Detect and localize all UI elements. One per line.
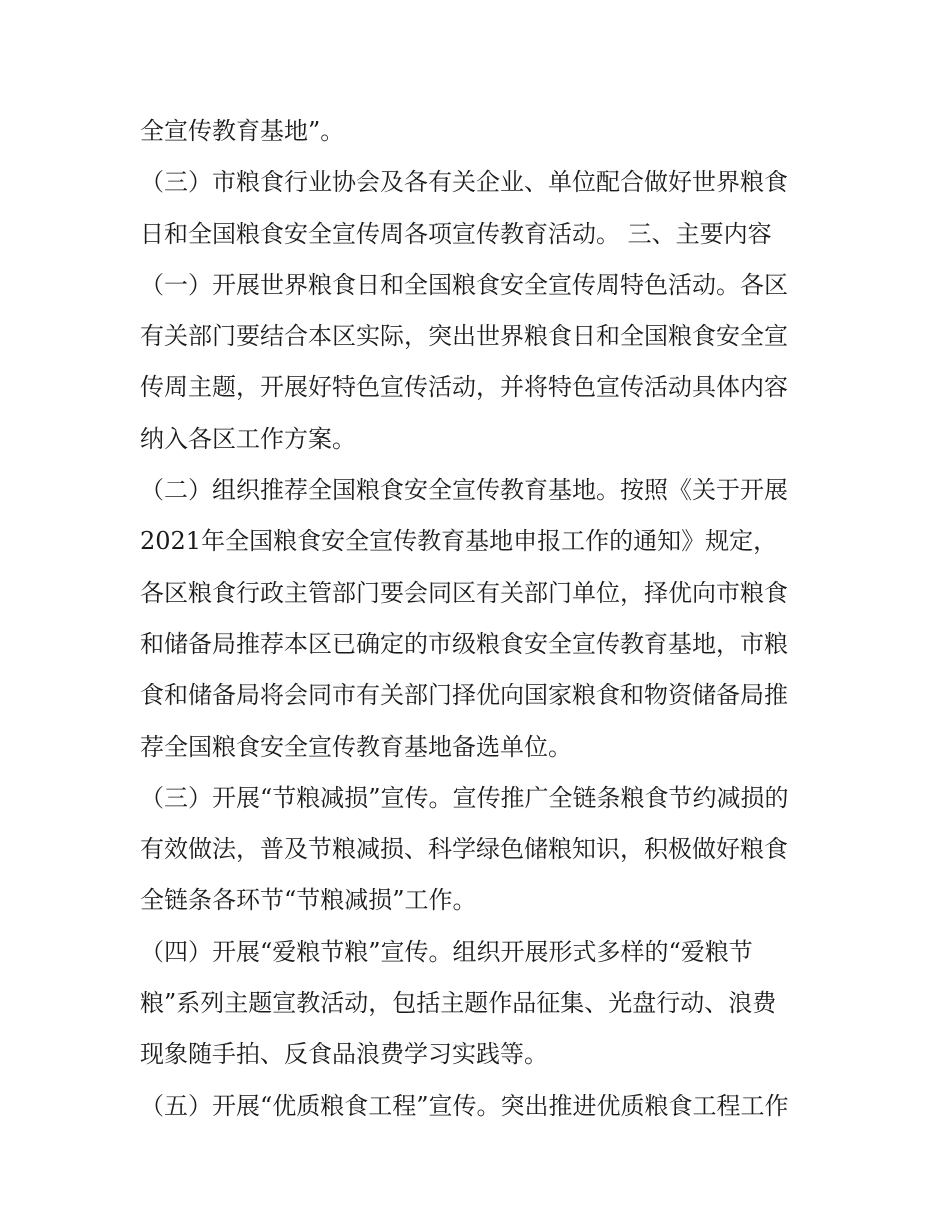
text-line: （五）开展“优质粮食工程”宣传。突出推进优质粮食工程工作	[140, 1091, 789, 1120]
text-line: 2021年全国粮食安全宣传教育基地申报工作的通知》规定，	[140, 527, 778, 556]
document-body	[140, 106, 820, 1132]
text-line: 粮”系列主题宣教活动，包括主题作品征集、光盘行动、浪费	[140, 989, 777, 1018]
text-line: （四）开展“爱粮节粮”宣传。组织开展形式多样的“爱粮节	[140, 937, 753, 966]
text-line: 纳入各区工作方案。	[140, 424, 356, 453]
text-line: （三）开展“节粮减损”宣传。宣传推广全链条粮食节约减损的	[140, 783, 789, 812]
text-line: 和储备局推荐本区已确定的市级粮食安全宣传教育基地，市粮	[140, 629, 788, 658]
text-line: （二）组织推荐全国粮食安全宣传教育基地。按照《关于开展	[140, 476, 788, 505]
text-line: （三）市粮食行业协会及各有关企业、单位配合做好世界粮食	[140, 168, 788, 197]
text-line: 全宣传教育基地”。	[140, 117, 345, 145]
text-line: 日和全国粮食安全宣传周各项宣传教育活动。 三、主要内容	[140, 219, 772, 248]
text-line: 现象随手拍、反食品浪费学习实践等。	[140, 1040, 548, 1069]
text-line: 食和储备局将会同市有关部门择优向国家粮食和物资储备局推	[140, 681, 788, 710]
text-line: 有关部门要结合本区实际，突出世界粮食日和全国粮食安全宣	[140, 322, 788, 351]
text-line: 传周主题，开展好特色宣传活动，并将特色宣传活动具体内容	[140, 373, 788, 402]
text-line: 荐全国粮食安全宣传教育基地备选单位。	[140, 732, 572, 761]
text-line: 全链条各环节“节粮减损”工作。	[140, 886, 477, 915]
text-line: 各区粮食行政主管部门要会同区有关部门单位，择优向市粮食	[140, 578, 788, 607]
text-line: 有效做法，普及节粮减损、科学绿色储粮知识，积极做好粮食	[140, 835, 788, 864]
text-line: （一）开展世界粮食日和全国粮食安全宣传周特色活动。各区	[140, 270, 788, 299]
